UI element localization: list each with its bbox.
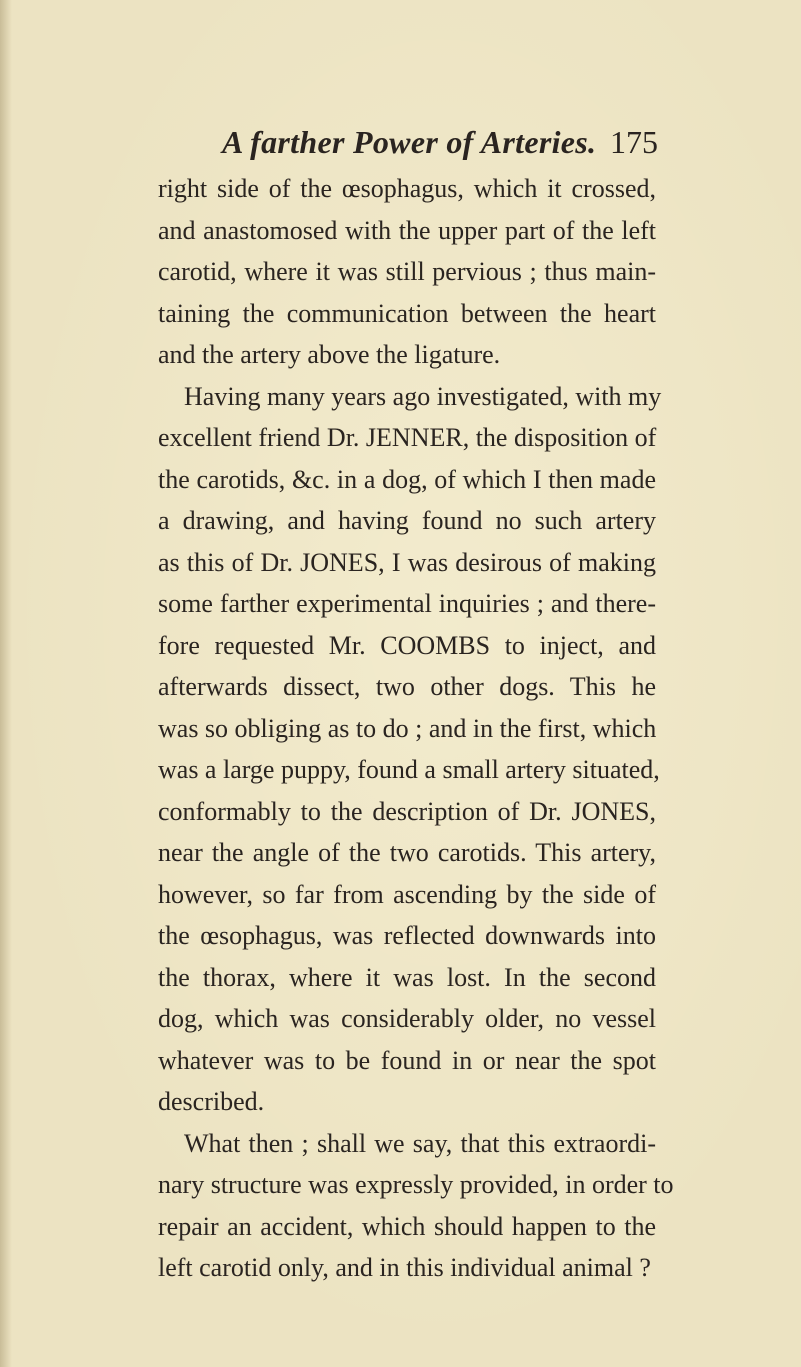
text-line: fore requested Mr. COOMBS to inject, and — [158, 630, 656, 660]
text-line: excellent friend Dr. JENNER, the disposition of — [158, 423, 657, 452]
text-line: afterwards dissect, two other dogs. This he — [158, 672, 656, 701]
text-line: and the artery above the ligature. — [158, 340, 501, 369]
text-line: conformably to the description of Dr. JONES, — [158, 796, 656, 826]
text-line: as this of Dr. JONES, I was desirous of making — [158, 547, 656, 577]
text-line: right side of the œsophagus, which it crossed, — [158, 174, 656, 203]
text-line: a drawing, and having found no such artery — [158, 506, 656, 535]
page-binding-shadow — [0, 0, 12, 1367]
page-header — [222, 124, 658, 164]
text-line: was so obliging as to do ; and in the first, which — [158, 713, 657, 743]
page-number: 175 — [610, 124, 658, 160]
text-line: near the angle of the two carotids. This artery, — [158, 838, 656, 867]
text-line: was a large puppy, found a small artery situated, — [158, 755, 660, 784]
running-head: A farther Power of Arteries. — [222, 124, 597, 160]
body-text — [158, 168, 674, 1289]
text-line: carotid, where it was still pervious ; thus main- — [158, 257, 656, 286]
text-line: taining the communication between the heart — [158, 298, 656, 328]
text-line: and anastomosed with the upper part of the left — [158, 215, 656, 245]
text-line: Having many years ago investigated, with my — [184, 381, 662, 411]
text-line: described. — [158, 1087, 265, 1116]
text-line: the carotids, &c. in a dog, of which I then made — [158, 464, 656, 494]
text-line: nary structure was expressly provided, in order to — [158, 1170, 674, 1199]
text-line: some farther experimental inquiries ; and there- — [158, 589, 656, 618]
text-line: dog, which was considerably older, no vessel — [158, 1004, 656, 1033]
text-line: left carotid only, and in this individual animal ? — [158, 1253, 651, 1282]
text-line: the thorax, where it was lost. In the second — [158, 962, 656, 992]
text-line: repair an accident, which should happen to the — [158, 1211, 656, 1241]
text-line: whatever was to be found in or near the spot — [158, 1045, 656, 1075]
text-line: What then ; shall we say, that this extraordi- — [184, 1128, 656, 1158]
text-line: the œsophagus, was reflected downwards into — [158, 921, 656, 950]
text-line: however, so far from ascending by the side of — [158, 879, 656, 909]
